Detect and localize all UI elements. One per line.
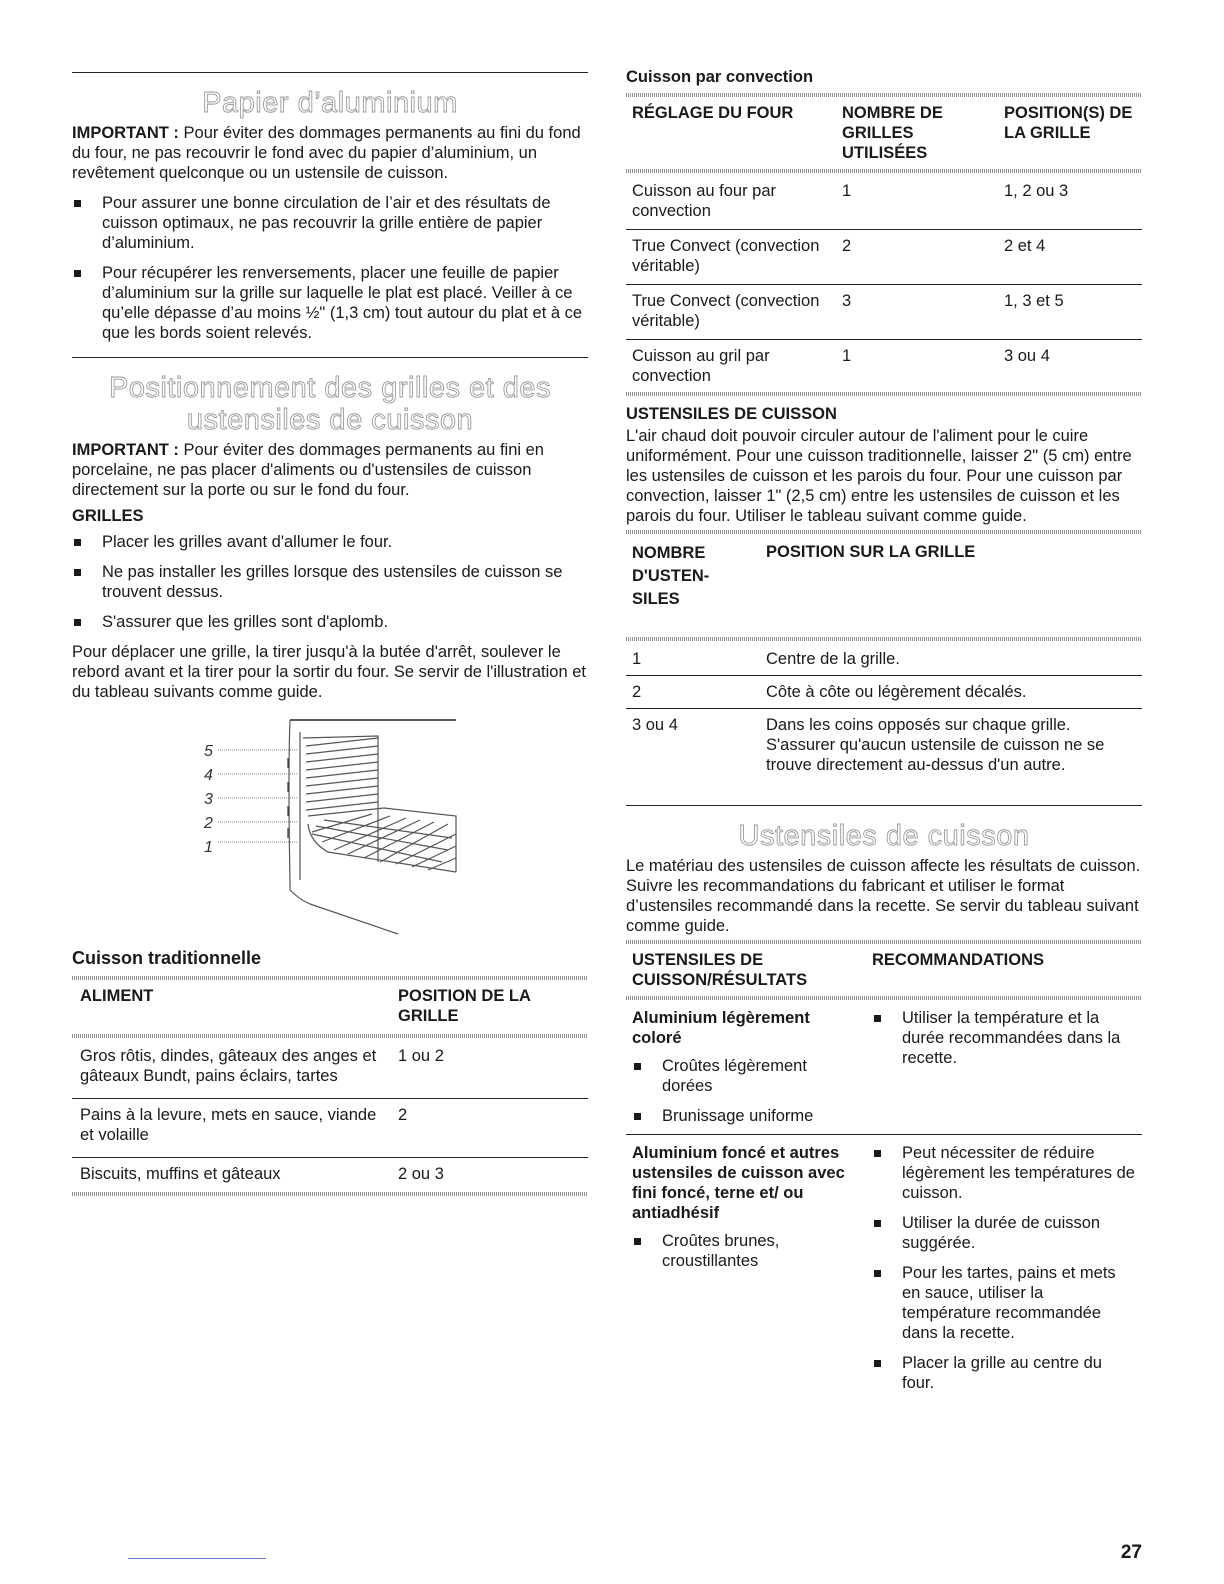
list-item: Pour assurer une bonne circulation de l’air et des résultats de cuisson optimaux, ne pas recouvrir la grille entière de papier d’aluminium.	[72, 193, 588, 253]
list-item: Brunissage uniforme	[632, 1106, 860, 1126]
table-cell	[866, 1135, 1142, 1402]
convection-table	[626, 97, 1142, 392]
column-header: POSITION DE LA GRILLE	[398, 987, 531, 1025]
rack-number: 3	[204, 791, 213, 808]
list-item: Placer les grilles avant d'allumer le four.	[72, 532, 588, 552]
table-cell: 2	[390, 1099, 588, 1158]
table-header-row	[626, 534, 1142, 637]
positioning-important-text: Pour éviter des dommages permanents au fini en porcelaine, ne pas placer d'aliments ou d'ustensiles de cuisson directement sur la porte ou sur le fond du four.	[72, 441, 544, 499]
table-cell	[626, 1000, 866, 1135]
column-header: POSITION(S) DE LA GRILLE	[1004, 104, 1133, 142]
list-item: Ne pas installer les grilles lorsque des ustensiles de cuisson se trouvent dessus.	[72, 562, 588, 602]
cookware-spacing-table	[626, 534, 1142, 805]
results-list	[632, 1231, 860, 1271]
rack-number: 1	[204, 839, 213, 856]
column-header: NOMBRE DE GRILLES UTILISÉES	[842, 104, 943, 162]
dotted-rule	[626, 392, 1142, 396]
cookware-spacing-heading: USTENSILES DE CUISSON	[626, 405, 837, 423]
table-cell	[866, 1000, 1142, 1135]
dotted-rule	[626, 93, 1142, 97]
dotted-rule	[72, 1034, 588, 1038]
move-rack-text: Pour déplacer une grille, la tirer jusqu'à la butée d'arrêt, soulever le rebord avant et la tirer pour la sortir du four. Se servir de l'illustration et du tableau suivants comme guide.	[72, 643, 586, 701]
foil-title: Papier d’aluminium	[202, 87, 458, 119]
oven-rack-diagram	[72, 712, 588, 944]
table-cell: 2	[836, 230, 998, 285]
bakeware-title: Ustensiles de cuisson	[738, 820, 1030, 852]
rack-number-labels	[204, 740, 213, 860]
table-cell: True Convect (convection véritable)	[626, 285, 836, 340]
table-cell: Côte à côte ou légèrement décalés.	[760, 676, 1142, 709]
table-row	[626, 641, 1142, 676]
table-header-row	[626, 944, 1142, 996]
recommendations-list	[872, 1143, 1136, 1393]
table-row	[626, 340, 1142, 393]
list-item: Peut nécessiter de réduire légèrement les températures de cuisson.	[872, 1143, 1136, 1203]
list-item: Utiliser la température et la durée recommandées dans la recette.	[872, 1008, 1136, 1068]
dotted-rule	[626, 996, 1142, 1000]
foil-important	[72, 123, 588, 183]
table-cell: 2	[626, 676, 760, 709]
dotted-rule	[626, 940, 1142, 944]
results-list	[632, 1056, 860, 1126]
list-item: Croûtes légèrement dorées	[632, 1056, 860, 1096]
traditional-title: Cuisson traditionnelle	[72, 948, 262, 968]
table-cell: 3 ou 4	[632, 716, 678, 734]
material-name: Aluminium légèrement coloré	[632, 1009, 810, 1047]
column-header: RECOMMANDATIONS	[872, 951, 1045, 969]
list-item: Pour les tartes, pains et mets en sauce, utiliser la température recommandée dans la recette.	[872, 1263, 1136, 1343]
traditional-table	[72, 984, 588, 1192]
table-cell: True Convect (convection véritable)	[626, 230, 836, 285]
list-item: Croûtes brunes, croustillantes	[632, 1231, 860, 1271]
column-header: NOMBRE D'USTEN-SILES	[632, 544, 710, 608]
section-rule	[72, 72, 588, 73]
footer-line	[128, 1558, 266, 1559]
convection-title: Cuisson par convection	[626, 68, 814, 86]
table-cell: 3	[836, 285, 998, 340]
dotted-rule	[626, 169, 1142, 173]
table-row	[72, 1038, 588, 1099]
left-column	[72, 0, 588, 1196]
table-cell: Cuisson au four par convection	[626, 173, 836, 230]
list-item: S'assurer que les grilles sont d'aplomb.	[72, 612, 588, 632]
material-name: Aluminium foncé et autres ustensiles de cuisson avec fini foncé, terne et/ ou antiadhésif	[632, 1144, 845, 1222]
table-cell: Cuisson au gril par convection	[632, 347, 770, 385]
column-header: POSITION SUR LA GRILLE	[766, 543, 976, 561]
positioning-title: Positionnement des grilles et des ustensiles de cuisson	[108, 372, 552, 436]
table-cell: 1, 3 et 5	[998, 285, 1142, 340]
bakeware-text: Le matériau des ustensiles de cuisson affecte les résultats de cuisson. Suivre les recommandations du fabricant et utiliser le format d’ustensiles recommandé dans la recette. Se servir du tableau suivant comme guide.	[626, 857, 1141, 935]
table-row	[626, 285, 1142, 340]
racks-bullets	[72, 532, 588, 632]
important-label: IMPORTANT :	[72, 124, 179, 142]
table-cell: 2 et 4	[998, 230, 1142, 285]
table-cell: Gros rôtis, dindes, gâteaux des anges et gâteaux Bundt, pains éclairs, tartes	[72, 1038, 390, 1099]
dotted-rule	[626, 530, 1142, 534]
foil-bullets	[72, 193, 588, 343]
column-header: ALIMENT	[80, 987, 154, 1005]
table-row	[626, 1000, 1142, 1135]
table-row	[626, 230, 1142, 285]
cookware-spacing-text: L'air chaud doit pouvoir circuler autour de l'aliment pour le cuire uniformément. Pour une cuisson traditionnelle, laisser 2" (5 cm) entre les ustensiles de cuisson et les parois du four. Pour une cuisson par convection, laisser 1" (2,5 cm) entre les ustensiles de cuisson et les parois du four. Utiliser le tableau suivant comme guide.	[626, 427, 1132, 525]
table-row	[626, 1135, 1142, 1402]
positioning-important	[72, 440, 588, 500]
table-header-row	[626, 97, 1142, 169]
list-item: Utiliser la durée de cuisson suggérée.	[872, 1213, 1136, 1253]
dotted-rule	[72, 1192, 588, 1196]
table-cell: 1 ou 2	[390, 1038, 588, 1099]
recommendations-list	[872, 1008, 1136, 1068]
table-cell: Pains à la levure, mets en sauce, viande et volaille	[72, 1099, 390, 1158]
table-cell: Centre de la grille.	[760, 641, 1142, 676]
table-row	[626, 173, 1142, 230]
table-row	[72, 1099, 588, 1158]
foil-important-text: Pour éviter des dommages permanents au fini du fond du four, ne pas recouvrir le fond avec du papier d’aluminium, un revêtement quelconque ou un ustensile de cuisson.	[72, 124, 581, 182]
rack-number: 4	[204, 767, 213, 784]
oven-rack-illustration	[72, 712, 588, 944]
list-item: Placer la grille au centre du four.	[872, 1353, 1136, 1393]
table-cell: 1	[836, 173, 998, 230]
table-cell: 2 ou 3	[398, 1165, 444, 1183]
bakeware-table	[626, 944, 1142, 1401]
table-cell: 1, 2 ou 3	[998, 173, 1142, 230]
right-column	[626, 0, 1142, 1401]
table-header-row	[72, 984, 588, 1034]
table-cell: Biscuits, muffins et gâteaux	[80, 1165, 281, 1183]
column-header: USTENSILES DE CUISSON/RÉSULTATS	[632, 951, 808, 989]
page-number: 27	[1120, 1542, 1142, 1563]
important-label: IMPORTANT :	[72, 441, 179, 459]
table-row	[626, 709, 1142, 806]
section-rule	[626, 805, 1142, 806]
dotted-rule	[626, 637, 1142, 641]
table-cell: 1	[842, 347, 852, 365]
list-item: Pour récupérer les renversements, placer une feuille de papier d’aluminium sur la grille sur laquelle le plat est placé. Veiller à ce qu’elle dépasse d’au moins ½" (1,3 cm) tout autour du plat et à ce que les bords soient relevés.	[72, 263, 588, 343]
dotted-rule	[72, 976, 588, 980]
racks-heading: GRILLES	[72, 507, 144, 525]
table-row	[72, 1158, 588, 1193]
section-rule	[72, 357, 588, 358]
table-cell: 1	[626, 641, 760, 676]
table-cell: Dans les coins opposés sur chaque grille. S'assurer qu'aucun ustensile de cuisson ne se trouve directement au-dessus d'un autre.	[766, 716, 1105, 774]
table-row	[626, 676, 1142, 709]
rack-number: 2	[204, 815, 213, 832]
column-header: RÉGLAGE DU FOUR	[632, 104, 794, 122]
table-cell	[626, 1135, 866, 1402]
table-cell: 3 ou 4	[1004, 347, 1050, 365]
rack-number: 5	[204, 743, 213, 760]
